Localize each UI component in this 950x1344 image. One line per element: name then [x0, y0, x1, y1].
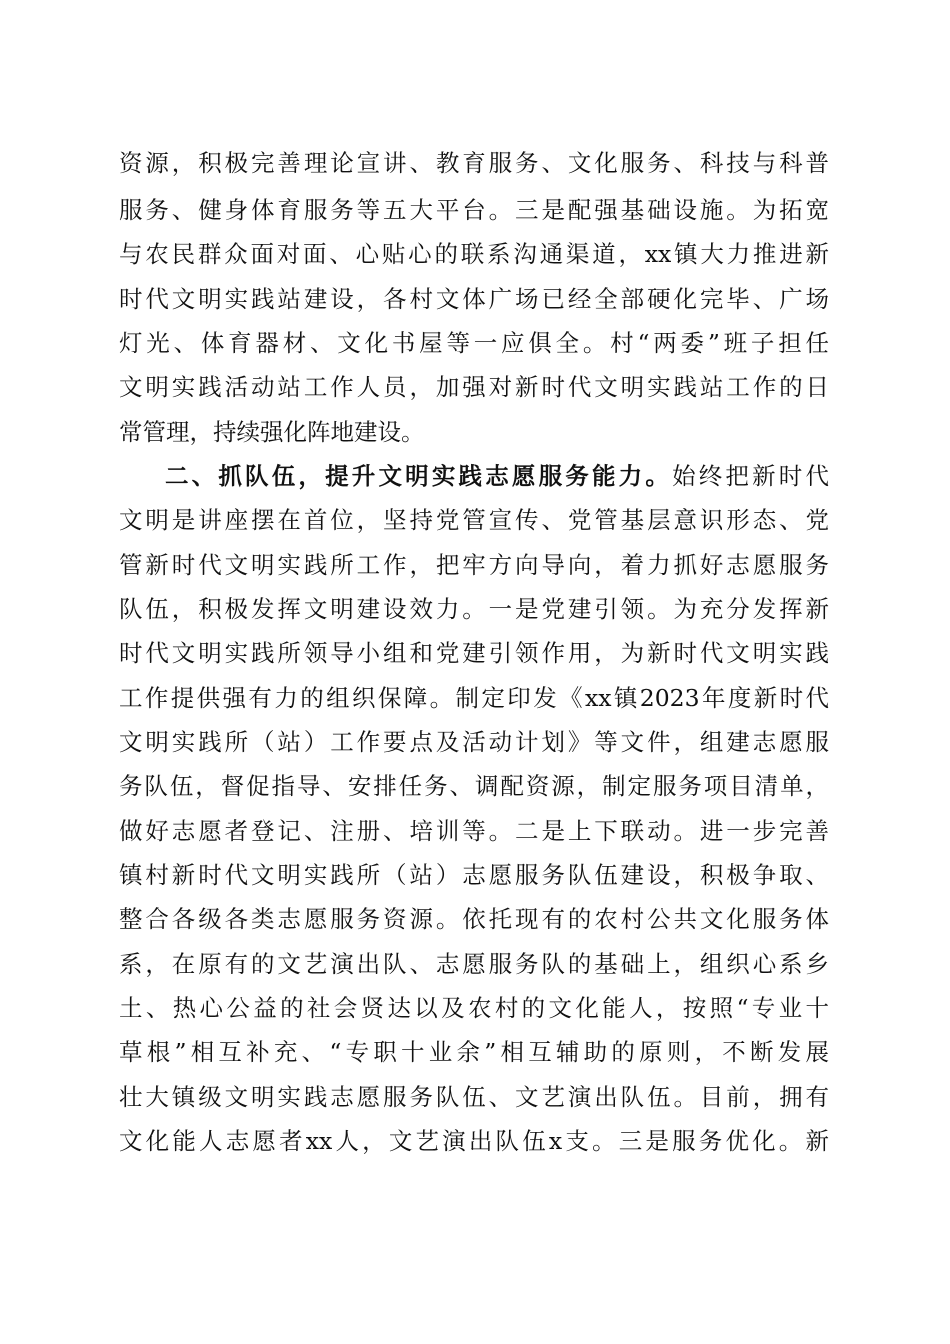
body-line: 文明实践活动站工作人员，加强对新时代文明实践站工作的日: [119, 373, 829, 401]
body-line: 系，在原有的文艺演出队、志愿服务队的基础上，组织心系乡: [119, 950, 829, 978]
body-line: 资源，积极完善理论宣讲、教育服务、文化服务、科技与科普: [119, 149, 829, 177]
body-line: 做好志愿者登记、注册、培训等。二是上下联动。进一步完善: [119, 817, 829, 845]
body-line: 文明实践所（站）工作要点及活动计划》等文件，组建志愿服: [119, 728, 829, 756]
body-line: 灯光、体育器材、文化书屋等一应俱全。村“两委”班子担任: [119, 329, 829, 357]
section-heading-continuation: 始终把新时代: [672, 462, 829, 490]
body-line: 草根”相互补充、“专职十业余”相互辅助的原则，不断发展: [119, 1038, 829, 1066]
body-line: 土、热心公益的社会贤达以及农村的文化能人，按照“专业十: [119, 994, 829, 1022]
body-line: 队伍，积极发挥文明建设效力。一是党建引领。为充分发挥新: [119, 595, 829, 623]
body-line: 服务、健身体育服务等五大平台。三是配强基础设施。为拓宽: [119, 196, 829, 224]
body-line: 文明是讲座摆在首位，坚持党管宣传、党管基层意识形态、党: [119, 506, 829, 534]
body-line: 镇村新时代文明实践所（站）志愿服务队伍建设，积极争取、: [119, 861, 829, 889]
body-line: 整合各级各类志愿服务资源。依托现有的农村公共文化服务体: [119, 905, 829, 933]
body-line: 与农民群众面对面、心贴心的联系沟通渠道，xx镇大力推进新: [119, 240, 829, 268]
body-line: 时代文明实践所领导小组和党建引领作用，为新时代文明实践: [119, 639, 829, 667]
body-line: 工作提供强有力的组织保障。制定印发《xx镇2023年度新时代: [119, 684, 829, 712]
body-line: 管新时代文明实践所工作，把牢方向导向，着力抓好志愿服务: [119, 551, 829, 579]
body-line: 壮大镇级文明实践志愿服务队伍、文艺演出队伍。目前，拥有: [119, 1083, 829, 1111]
body-line: 常管理，持续强化阵地建设。: [119, 418, 425, 446]
section-heading: 二、抓队伍，提升文明实践志愿服务能力。: [165, 462, 673, 490]
body-line: 时代文明实践站建设，各村文体广场已经全部硬化完毕、广场: [119, 285, 829, 313]
body-line: 务队伍，督促指导、安排任务、调配资源，制定服务项目清单，: [119, 772, 829, 800]
body-line: 文化能人志愿者xx人，文艺演出队伍x支。三是服务优化。新: [119, 1127, 829, 1155]
section-heading-line: [165, 456, 829, 496]
